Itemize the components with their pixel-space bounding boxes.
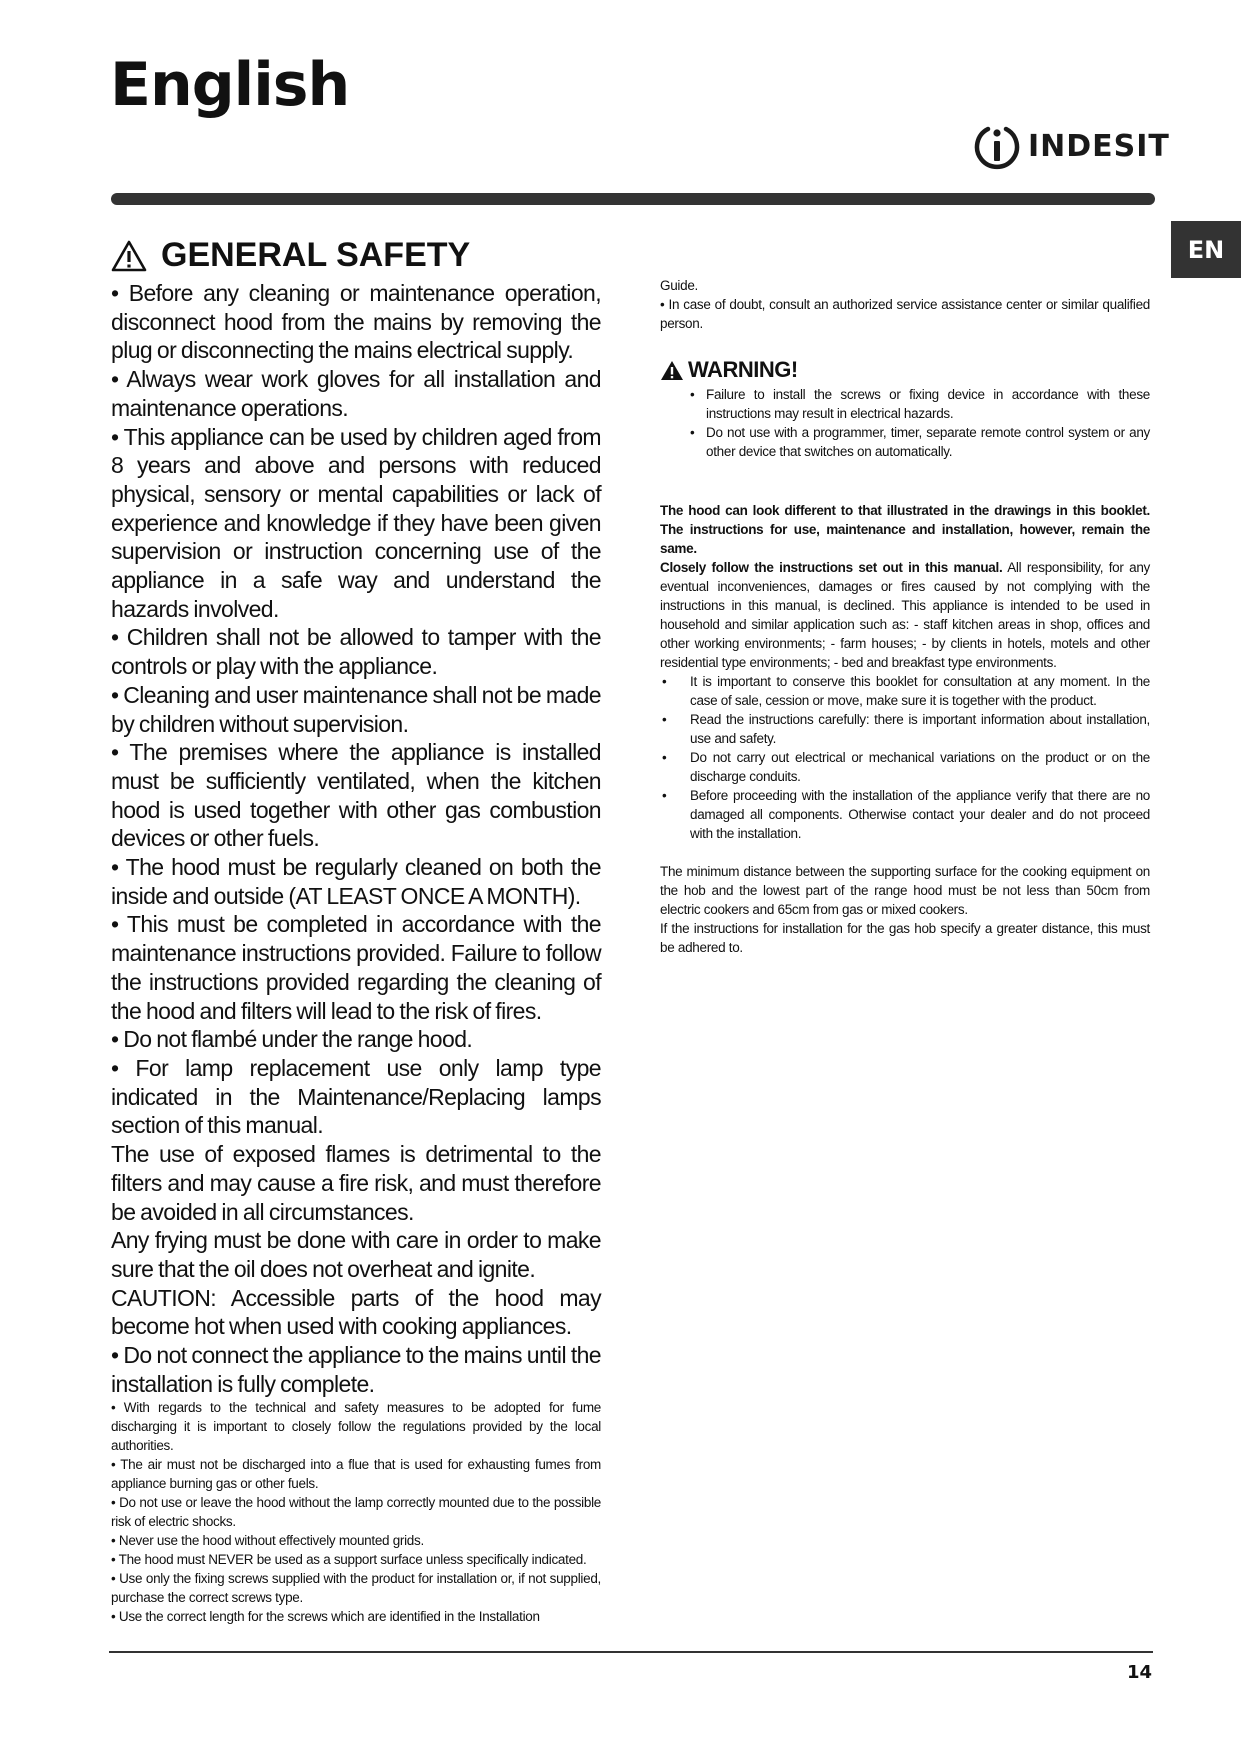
safety-paragraph: The use of exposed flames is detrimental to the filters and may cause a fire risk, and must therefore be avoided in all circumstances. xyxy=(111,1141,601,1225)
safety-paragraph: Any frying must be done with care in order to make sure that the oil does not overheat and ignite. xyxy=(111,1227,601,1282)
responsibility-paragraph xyxy=(660,558,1150,672)
disclaimer-bold: The hood can look different to that illustrated in the drawings in this booklet. The instructions for use, maintenance and installation, however, remain the same. xyxy=(660,503,1150,556)
safety-note: • Do not use or leave the hood without the lamp correctly mounted due to the possible risk of electric shocks. xyxy=(111,1495,601,1530)
safety-note: • Use the correct length for the screws which are identified in the Installation xyxy=(111,1609,540,1625)
instruction-list xyxy=(660,672,1150,843)
safety-paragraph: • Children shall not be allowed to tamper with the controls or play with the appliance. xyxy=(111,624,601,680)
warning-item: • Failure to install the screws or fixing device in accordance with these instructions may result in electrical hazards. xyxy=(690,385,1150,423)
instruction-item: • Read the instructions carefully: there is important information about installation, use and safety. xyxy=(660,710,1150,748)
brand-circle-icon xyxy=(972,121,1022,171)
page-title: English xyxy=(110,50,350,120)
safety-note: • Never use the hood without effectively mounted grids. xyxy=(111,1533,424,1549)
safety-paragraph: • This must be completed in accordance with the maintenance instructions provided. Failure to follow the instructions provided regarding the cleaning of the hood and filters will lead to the risk of fires. xyxy=(111,911,601,1024)
page-number: 14 xyxy=(1126,1662,1152,1683)
brand-name: INDESIT xyxy=(1028,128,1170,164)
distance-paragraph: The minimum distance between the supporting surface for the cooking equipment on the hob and the lowest part of the range hood must be not less than 50cm from electric cookers and 65cm from gas or mixed cookers. xyxy=(660,864,1150,917)
safety-text-small xyxy=(111,1398,601,1626)
safety-note: • With regards to the technical and safety measures to be adopted for fume discharging it is important to closely follow the regulations provided by the local authorities. xyxy=(111,1400,601,1454)
safety-paragraph: CAUTION: Accessible parts of the hood may become hot when used with cooking appliances. xyxy=(111,1284,601,1340)
distance-paragraph: If the instructions for installation for the gas hob specify a greater distance, this must be adhered to. xyxy=(660,921,1150,955)
header-rule xyxy=(111,193,1155,205)
safety-paragraph: • This appliance can be used by children aged from 8 years and above and persons with reduced physical, sensory or mental capabilities or lack of experience and knowledge if they have been given supervision or instruction concerning use of the appliance in a safe way and understand the hazards involved. xyxy=(111,423,601,622)
safety-paragraph: • For lamp replacement use only lamp type indicated in the Maintenance/Replacing lamps section of this manual. xyxy=(111,1054,601,1139)
responsibility-text: All responsibility, for any eventual inconveniences, damages or fires caused by not complying with the instructions in this manual, is declined. This appliance is intended to be used in household and similar application such as: - staff kitchen areas in shop, offices and other working environments; - farm houses; - by clients in hotels, motels and other residential type environments; - bed and breakfast type environments. xyxy=(660,560,1150,670)
safety-note: • Use only the fixing screws supplied with the product for installation or, if not supplied, purchase the correct screws type. xyxy=(111,1571,601,1606)
warning-filled-icon xyxy=(660,360,684,381)
safety-paragraph: • Cleaning and user maintenance shall not be made by children without supervision. xyxy=(111,681,601,737)
safety-paragraph: • The hood must be regularly cleaned on both the inside and outside (AT LEAST ONCE A MONTH). xyxy=(111,854,601,909)
warning-list xyxy=(660,385,1150,461)
language-tab: EN xyxy=(1171,221,1241,278)
intro-line: Guide. xyxy=(660,278,698,293)
safety-paragraph: • The premises where the appliance is installed must be sufficiently ventilated, when the kitchen hood is used together with other gas combustion devices or other fuels. xyxy=(111,739,601,852)
safety-note: • The air must not be discharged into a flue that is used for exhausting fumes from appliance burning gas or other fuels. xyxy=(111,1457,601,1492)
safety-note: • The hood must NEVER be used as a support surface unless specifically indicated. xyxy=(111,1552,587,1568)
instruction-item: • It is important to conserve this booklet for consultation at any moment. In the case of sale, cession or move, make sure it is together with the product. xyxy=(660,672,1150,710)
safety-paragraph: • Always wear work gloves for all installation and maintenance operations. xyxy=(111,366,601,421)
safety-text-large xyxy=(111,279,601,1398)
intro-line: • In case of doubt, consult an authorized service assistance center or similar qualified person. xyxy=(660,297,1150,331)
general-safety-header xyxy=(111,236,601,275)
warning-item: • Do not use with a programmer, timer, separate remote control system or any other device that switches on automatically. xyxy=(690,423,1150,461)
responsibility-bold: Closely follow the instructions set out in this manual. xyxy=(660,560,1003,575)
warning-heading: WARNING! xyxy=(688,357,798,382)
warning-outline-icon xyxy=(111,240,147,272)
brand-logo xyxy=(972,121,1170,171)
footer-rule xyxy=(109,1651,1153,1653)
general-safety-heading: GENERAL SAFETY xyxy=(161,236,471,274)
safety-paragraph: • Before any cleaning or maintenance operation, disconnect hood from the mains by removing the plug or disconnecting the mains electrical supply. xyxy=(111,280,601,364)
left-column xyxy=(111,236,601,1626)
warning-header xyxy=(660,357,1150,383)
right-column xyxy=(660,276,1150,957)
instruction-item: • Before proceeding with the installation of the appliance verify that there are no damaged all components. Otherwise contact your dealer and do not proceed with the installation. xyxy=(660,786,1150,843)
safety-paragraph: • Do not flambé under the range hood. xyxy=(111,1026,473,1053)
safety-paragraph: • Do not connect the appliance to the mains until the installation is fully complete. xyxy=(111,1342,601,1397)
disclaimer-block xyxy=(660,501,1150,672)
instruction-item: • Do not carry out electrical or mechanical variations on the product or on the discharge conduits. xyxy=(660,748,1150,786)
